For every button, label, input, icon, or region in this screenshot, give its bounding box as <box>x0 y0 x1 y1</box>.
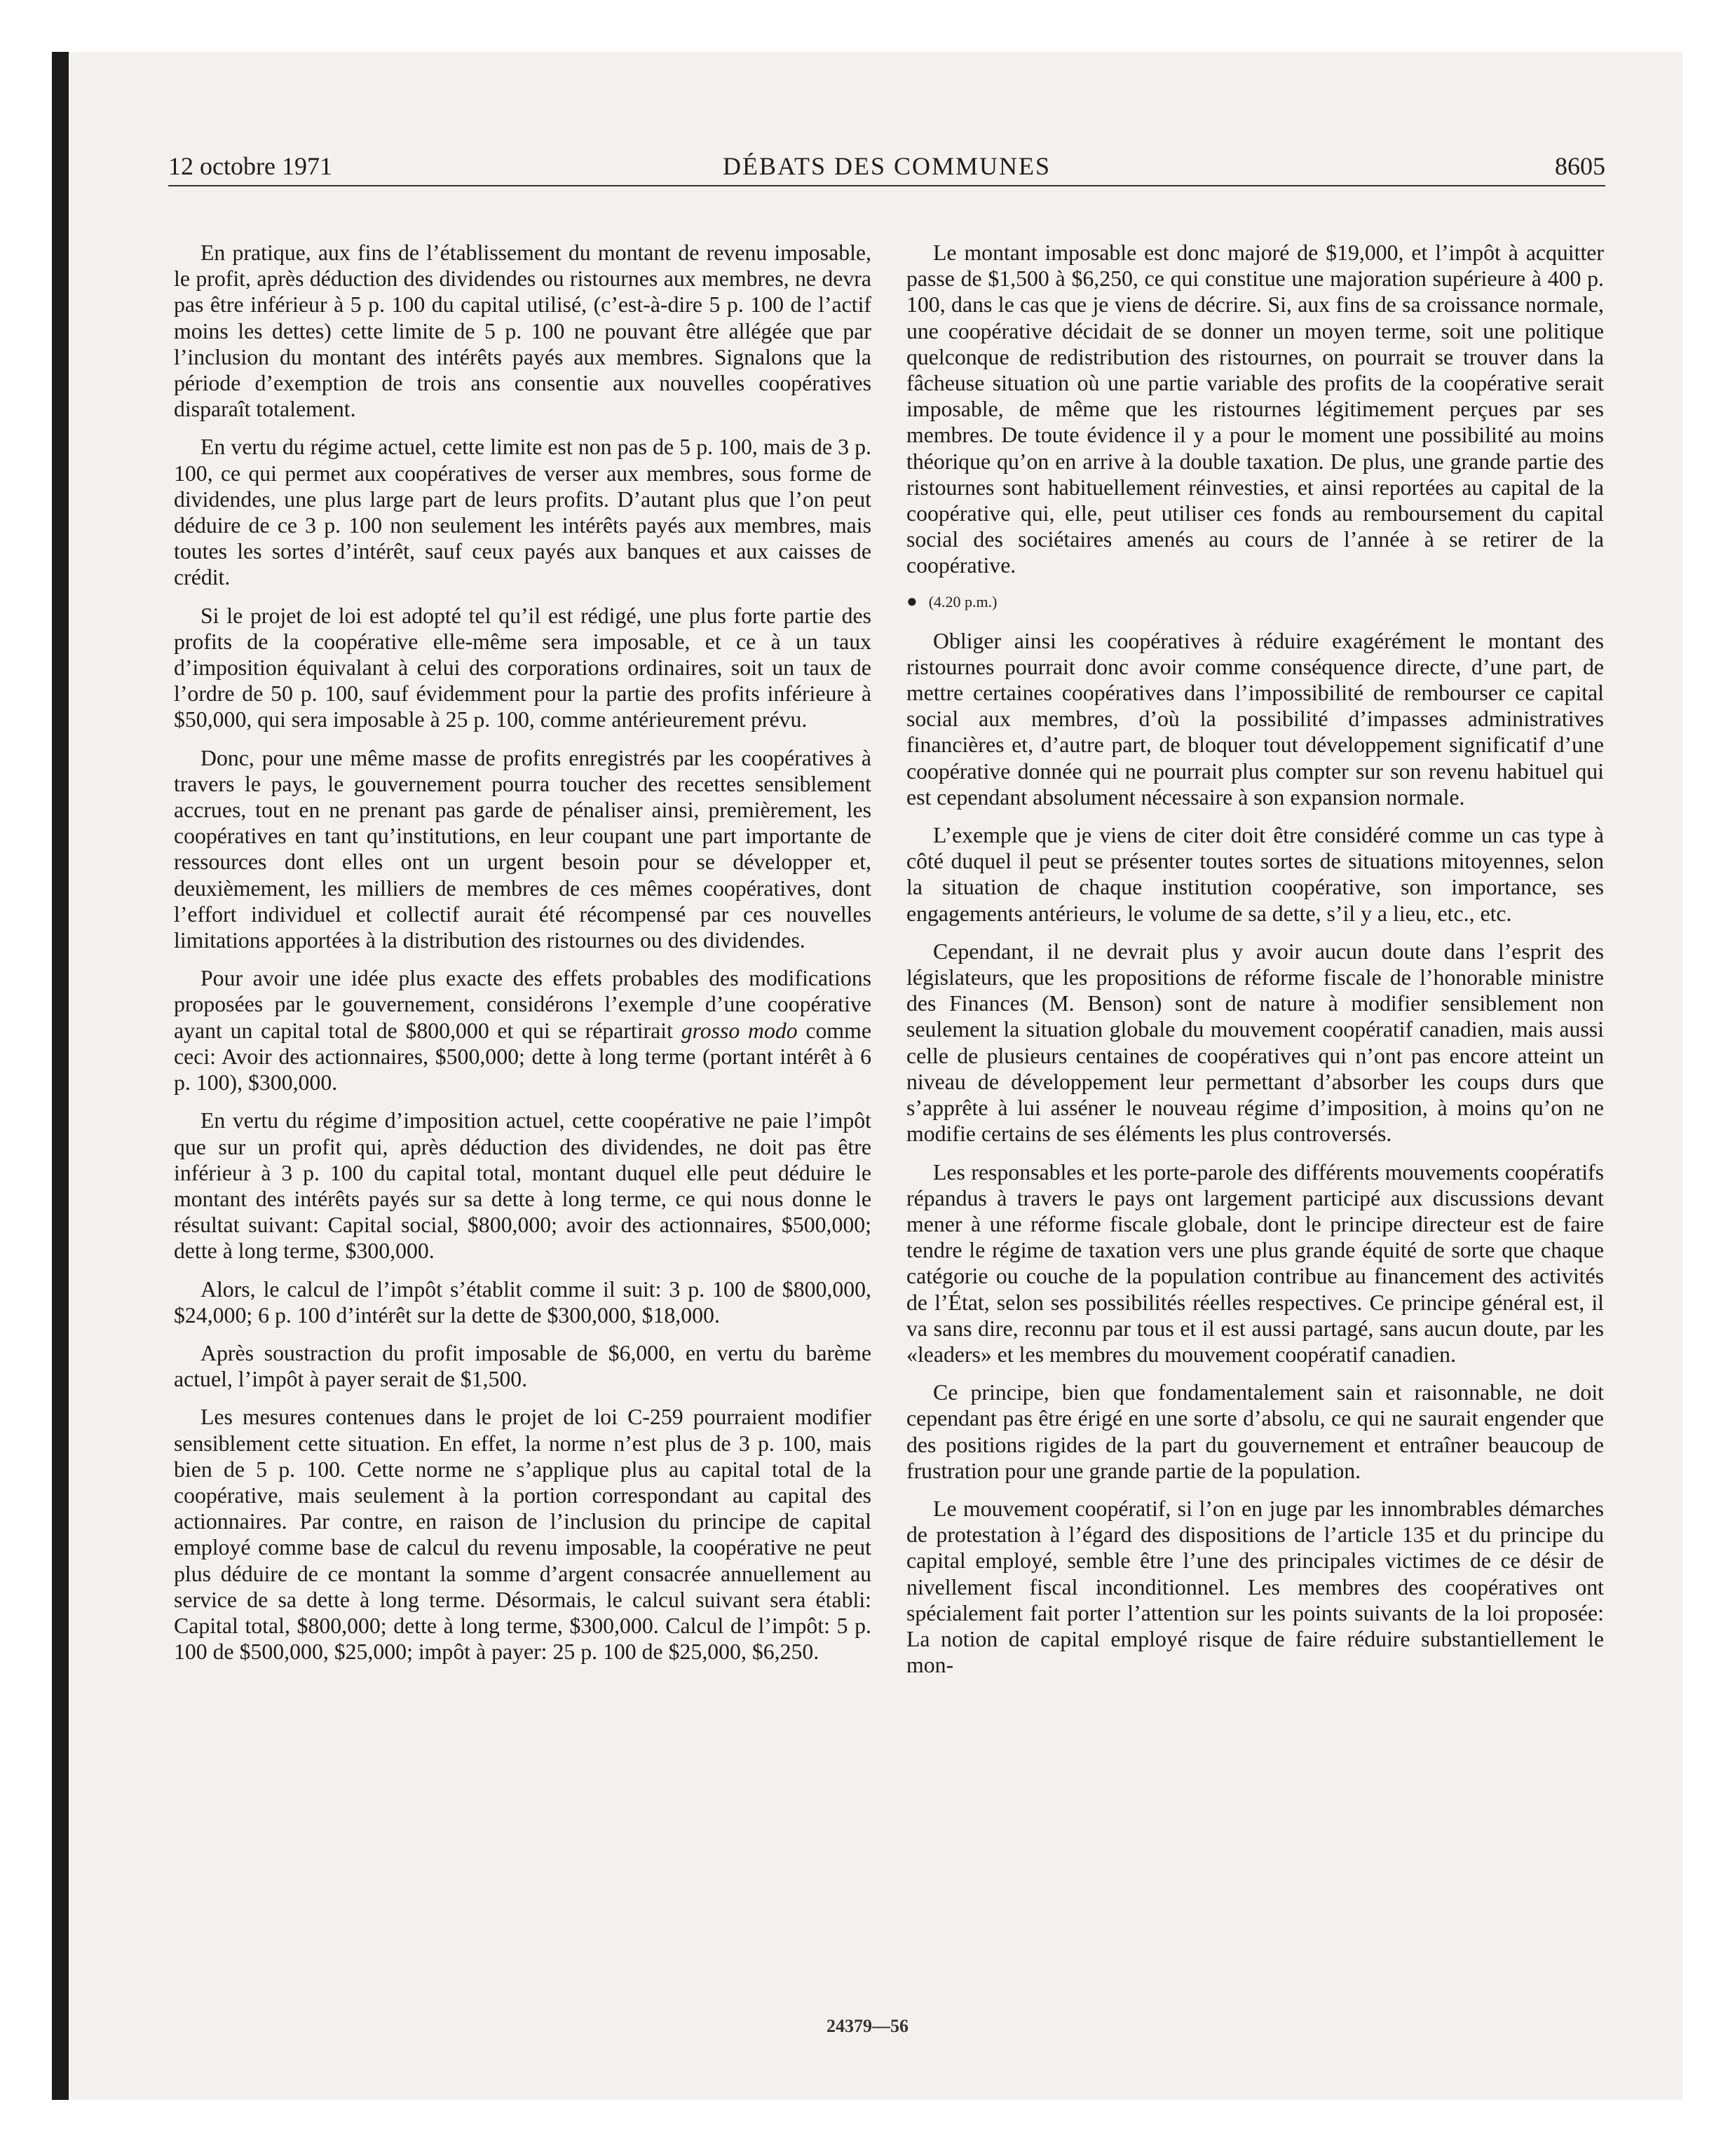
paragraph: Obliger ainsi les coopératives à réduire exagérément le montant des ristournes pourrait donc avoir comme conséquence directe, d’une part, de mettre certaines coopératives dans l’impossibilité de rembourser ce capital social aux membres, d’où la possibilité d’impasses administratives financières et, d’autre part, de bloquer tout développement significatif d’une coopérative donnée qui ne pourrait plus compter sur son revenu habituel qui est cependant absolument nécessaire à son expansion normale. <box>906 628 1604 810</box>
left-column <box>174 240 871 1677</box>
italic-phrase: grosso modo <box>681 1018 798 1043</box>
paragraph: En vertu du régime actuel, cette limite est non pas de 5 p. 100, mais de 3 p. 100, ce qui permet aux coopératives de verser aux membres, sous forme de dividendes, une plus large part de leurs profits. D’autant plus que l’on peut déduire de ce 3 p. 100 non seulement les intérêts payés aux membres, mais toutes les sortes d’intérêt, sauf ceux payés aux banques et aux caisses de crédit. <box>174 435 871 590</box>
paragraph: Cependant, il ne devrait plus y avoir aucun doute dans l’esprit des législateurs, que les propositions de réforme fiscale de l’honorable ministre des Finances (M. Benson) sont de nature à modifier sensiblement non seulement la situation globale du mouvement coopératif canadien, mais aussi celle de plusieurs centaines de coopératives qui n’ont pas encore atteint un niveau de développement leur permettant d’absorber les coups durs que s’apprête à lui asséner le nouveau régime d’imposition, à moins qu’on ne modifie certains de ses éléments les plus controversés. <box>906 939 1604 1147</box>
time-marker-text: (4.20 p.m.) <box>928 592 998 610</box>
running-header <box>168 149 1605 186</box>
paragraph: Le montant imposable est donc majoré de $19,000, et l’impôt à acquitter passe de $1,500 à $6,250, ce qui constitue une majoration supérieure à 400 p. 100, dans le cas que je viens de décrire. Si, aux fins de sa croissance normale, une coopérative décidait de se donner un moyen terme, soit une politique quelconque de redistribution des ristournes, on pourrait se trouver dans la fâcheuse situation où une partie variable des profits de la coopérative serait imposable, de même que les ristournes légitimement perçues par ses membres. De toute évidence il y a pour le moment une possibilité au moins théorique qu’on en arrive à la double taxation. De plus, une grande partie des ristournes sont habituellement réinvesties, et ainsi reportées au capital de la coopérative qui, elle, peut utiliser ces fonds au remboursement du capital social des sociétaires amenés au cours de l’année à se retirer de la coopérative. <box>906 240 1604 578</box>
paragraph: Pour avoir une idée plus exacte des effets probables des modifications proposées par le gouvernement, considérons l’exemple d’une coopérative ayant un capital total de $800,000 et qui se répartirait grosso modo comme ceci: Avoir des actionnaires, $500,000; dette à long terme (portant intérêt à 6 p. 100), $300,000. <box>174 966 872 1096</box>
paragraph: Les responsables et les porte-parole des différents mouvements coopératifs répandus à travers le pays ont largement participé aux discussions devant mener à une réforme fiscale globale, dont le principe directeur est de faire tendre le régime de taxation vers une plus grande équité de sorte que chaque catégorie ou couche de la population contribue au financement des activités de l’État, selon ses possibilités réelles respectives. Ce principe général est, il va sans dire, reconnu par tous et il est aussi partagé, sans aucun doute, par les «leaders» et les membres du mouvement coopératif canadien. <box>906 1159 1604 1367</box>
paragraph: Si le projet de loi est adopté tel qu’il est rédigé, une plus forte partie des profits de la coopérative elle-même sera imposable, et ce à un taux d’imposition équivalant à celui des corporations ordinaires, soit un taux de l’ordre de 50 p. 100, sauf évidemment pour la partie des profits inférieure à $50,000, qui sera imposable à 25 p. 100, comme antérieurement prévu. <box>174 603 871 732</box>
paragraph: L’exemple que je viens de citer doit être considéré comme un cas type à côté duquel il peut se présenter toutes sortes de situations mitoyennes, selon la situation de chaque institution coopérative, son importance, ses engagements antérieurs, le volume de sa dette, s’il y a lieu, etc., etc. <box>906 823 1604 926</box>
paragraph: En vertu du régime d’imposition actuel, cette coopérative ne paie l’impôt que sur un profit qui, après déduction des dividendes, ne doit pas être inférieur à 3 p. 100 du capital total, montant duquel elle peut déduire le montant des intérêts payés sur sa dette à long terme, ce qui nous donne le résultat suivant: Capital social, $800,000; avoir des actionnaires, $500,000; dette à long terme, $300,000. <box>174 1108 871 1264</box>
paragraph: Alors, le calcul de l’impôt s’établit comme il suit: 3 p. 100 de $800,000, $24,000; 6 p. 100 d’intérêt sur la dette de $300,000, $18,000. <box>174 1276 871 1328</box>
paragraph: Ce principe, bien que fondamentalement sain et raisonnable, ne doit cependant pas être érigé en une sorte d’absolu, ce qui ne saurait engender que des positions rigides de la part du gouvernement et entraîner beaucoup de frustration pour une grande partie de la population. <box>906 1380 1604 1483</box>
paragraph: Les mesures contenues dans le projet de loi C-259 pourraient modifier sensiblement cette situation. En effet, la norme n’est plus de 3 p. 100, mais bien de 5 p. 100. Cette norme ne s’applique plus au capital total de la coopérative, mais seulement à la portion correspondant au capital des actionnaires. Par contre, en raison de l’inclusion du principe de capital employé comme base de calcul du revenu imposable, la coopérative ne peut plus déduire de ce montant la somme d’argent consacrée annuellement au service de sa dette à long terme. Désormais, le calcul suivant sera établi: Capital total, $800,000; dette à long terme, $300,000. Calcul de l’impôt: 5 p. 100 de $500,000, $25,000; impôt à payer: 25 p. 100 de $25,000, $6,250. <box>174 1405 871 1665</box>
bullet-icon: ● <box>906 590 918 611</box>
paragraph: Le mouvement coopératif, si l’on en juge par les innombrables démarches de protestation à l’égard des dispositions de l’article 135 et du principe du capital employé, semble être l’une des principales victimes de ce désir de nivellement fiscal inconditionnel. Les membres des coopératives ont spécialement fait porter l’attention sur les points suivants de la loi proposée: La notion de capital employé risque de faire réduire substantiellement le mon- <box>906 1496 1604 1678</box>
page-number: 8605 <box>1555 152 1605 180</box>
right-column <box>906 240 1604 1690</box>
time-marker <box>906 591 1604 613</box>
footer-code: 24379—56 <box>826 2016 909 2036</box>
header-title: DÉBATS DES COMMUNES <box>722 152 1052 180</box>
paragraph: En pratique, aux fins de l’établissement du montant de revenu imposable, le profit, après déduction des dividendes ou ristournes aux membres, ne devra pas être inférieur à 5 p. 100 du capital utilisé, (c’est-à-dire 5 p. 100 de l’actif moins les dettes) cette limite de 5 p. 100 ne pouvant être allégée que par l’inclusion du montant des intérêts payés aux membres. Signalons que la période d’exemption de trois ans consentie aux nouvelles coopératives disparaît totalement. <box>174 240 871 422</box>
header-date: 12 octobre 1971 <box>168 152 332 180</box>
paragraph: Donc, pour une même masse de profits enregistrés par les coopératives à travers le pays, le gouvernement pourra toucher des recettes sensiblement accrues, tout en ne prenant pas garde de pénaliser ainsi, premièrement, les coopératives en tant qu’institutions, en leur coupant une part importante de ressources dont elles ont un urgent besoin pour se développer et, deuxièmement, les milliers de membres de ces mêmes coopératives, dont l’effort individuel et collectif aurait été récompensé par ces nouvelles limitations apportées à la distribution des ristournes ou des dividendes. <box>174 745 871 953</box>
paragraph: Après soustraction du profit imposable de $6,000, en vertu du barème actuel, l’impôt à payer serait de $1,500. <box>174 1340 871 1392</box>
scan-border <box>52 52 69 2100</box>
